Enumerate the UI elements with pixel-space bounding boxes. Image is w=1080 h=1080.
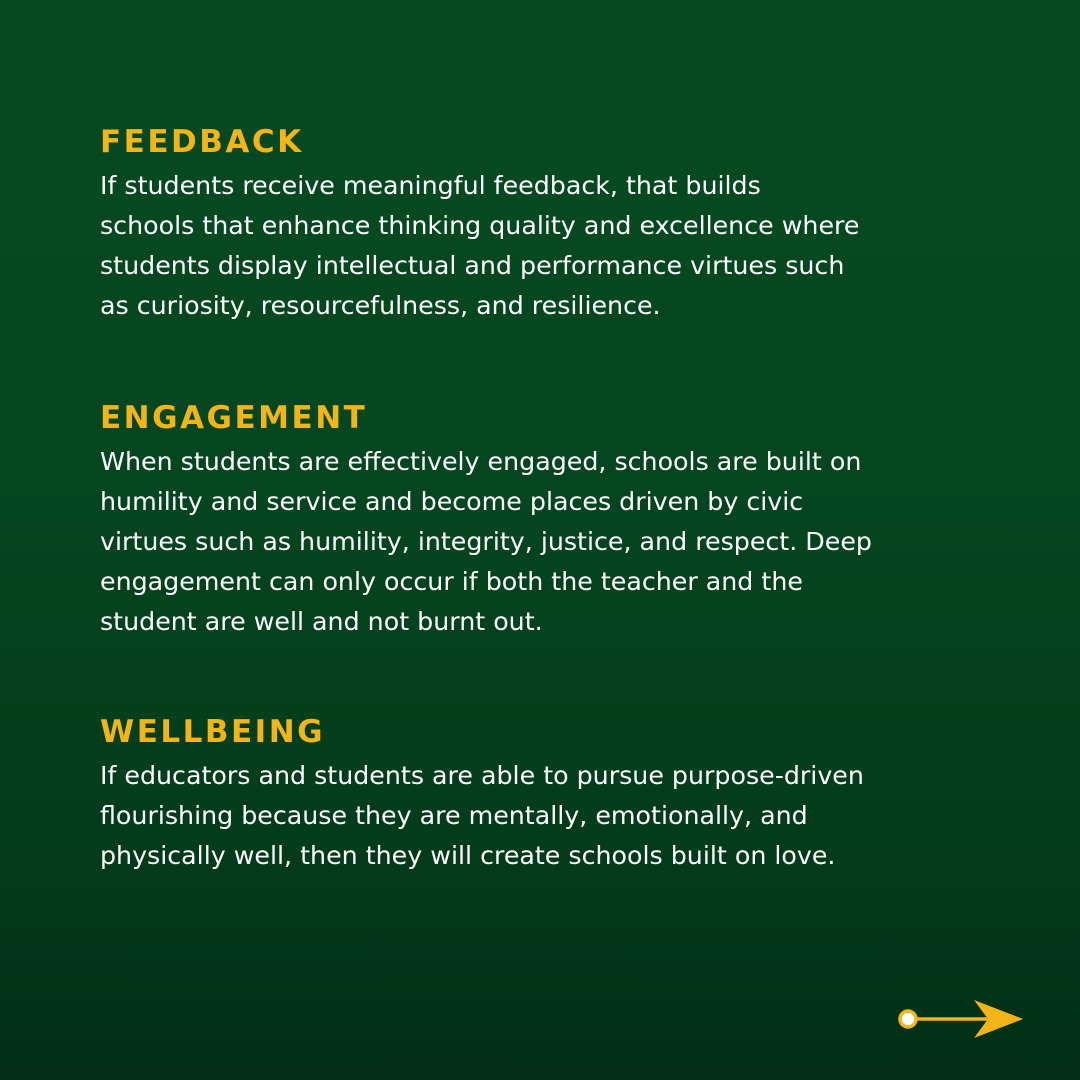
next-button[interactable] xyxy=(896,998,1026,1042)
paragraph-engagement xyxy=(100,442,960,642)
content xyxy=(100,122,960,876)
text-line: When students are effectively engaged, schools are built on xyxy=(100,447,862,476)
text-line: If students receive meaningful feedback, that builds xyxy=(100,171,761,200)
text-line: flourishing because they are mentally, emotionally, and xyxy=(100,801,808,830)
text-line: as curiosity, resourcefulness, and resilience. xyxy=(100,291,661,320)
text-line: student are well and not burnt out. xyxy=(100,607,543,636)
text-line: physically well, then they will create schools built on love. xyxy=(100,841,836,870)
text-line: engagement can only occur if both the teacher and the xyxy=(100,567,803,596)
heading-engagement: ENGAGEMENT xyxy=(100,400,368,436)
paragraph-wellbeing xyxy=(100,756,960,876)
text-line: schools that enhance thinking quality and excellence where xyxy=(100,211,860,240)
text-line: students display intellectual and performance virtues such xyxy=(100,251,845,280)
section-feedback xyxy=(100,122,960,326)
section-engagement xyxy=(100,398,960,642)
text-line: virtues such as humility, integrity, justice, and respect. Deep xyxy=(100,527,872,556)
arrow-right-icon xyxy=(896,998,1026,1042)
text-line: humility and service and become places driven by civic xyxy=(100,487,804,516)
text-line: If educators and students are able to pursue purpose-driven xyxy=(100,761,864,790)
heading-wellbeing: WELLBEING xyxy=(100,714,326,750)
section-wellbeing xyxy=(100,712,960,876)
paragraph-feedback xyxy=(100,166,960,326)
heading-feedback: FEEDBACK xyxy=(100,124,304,160)
